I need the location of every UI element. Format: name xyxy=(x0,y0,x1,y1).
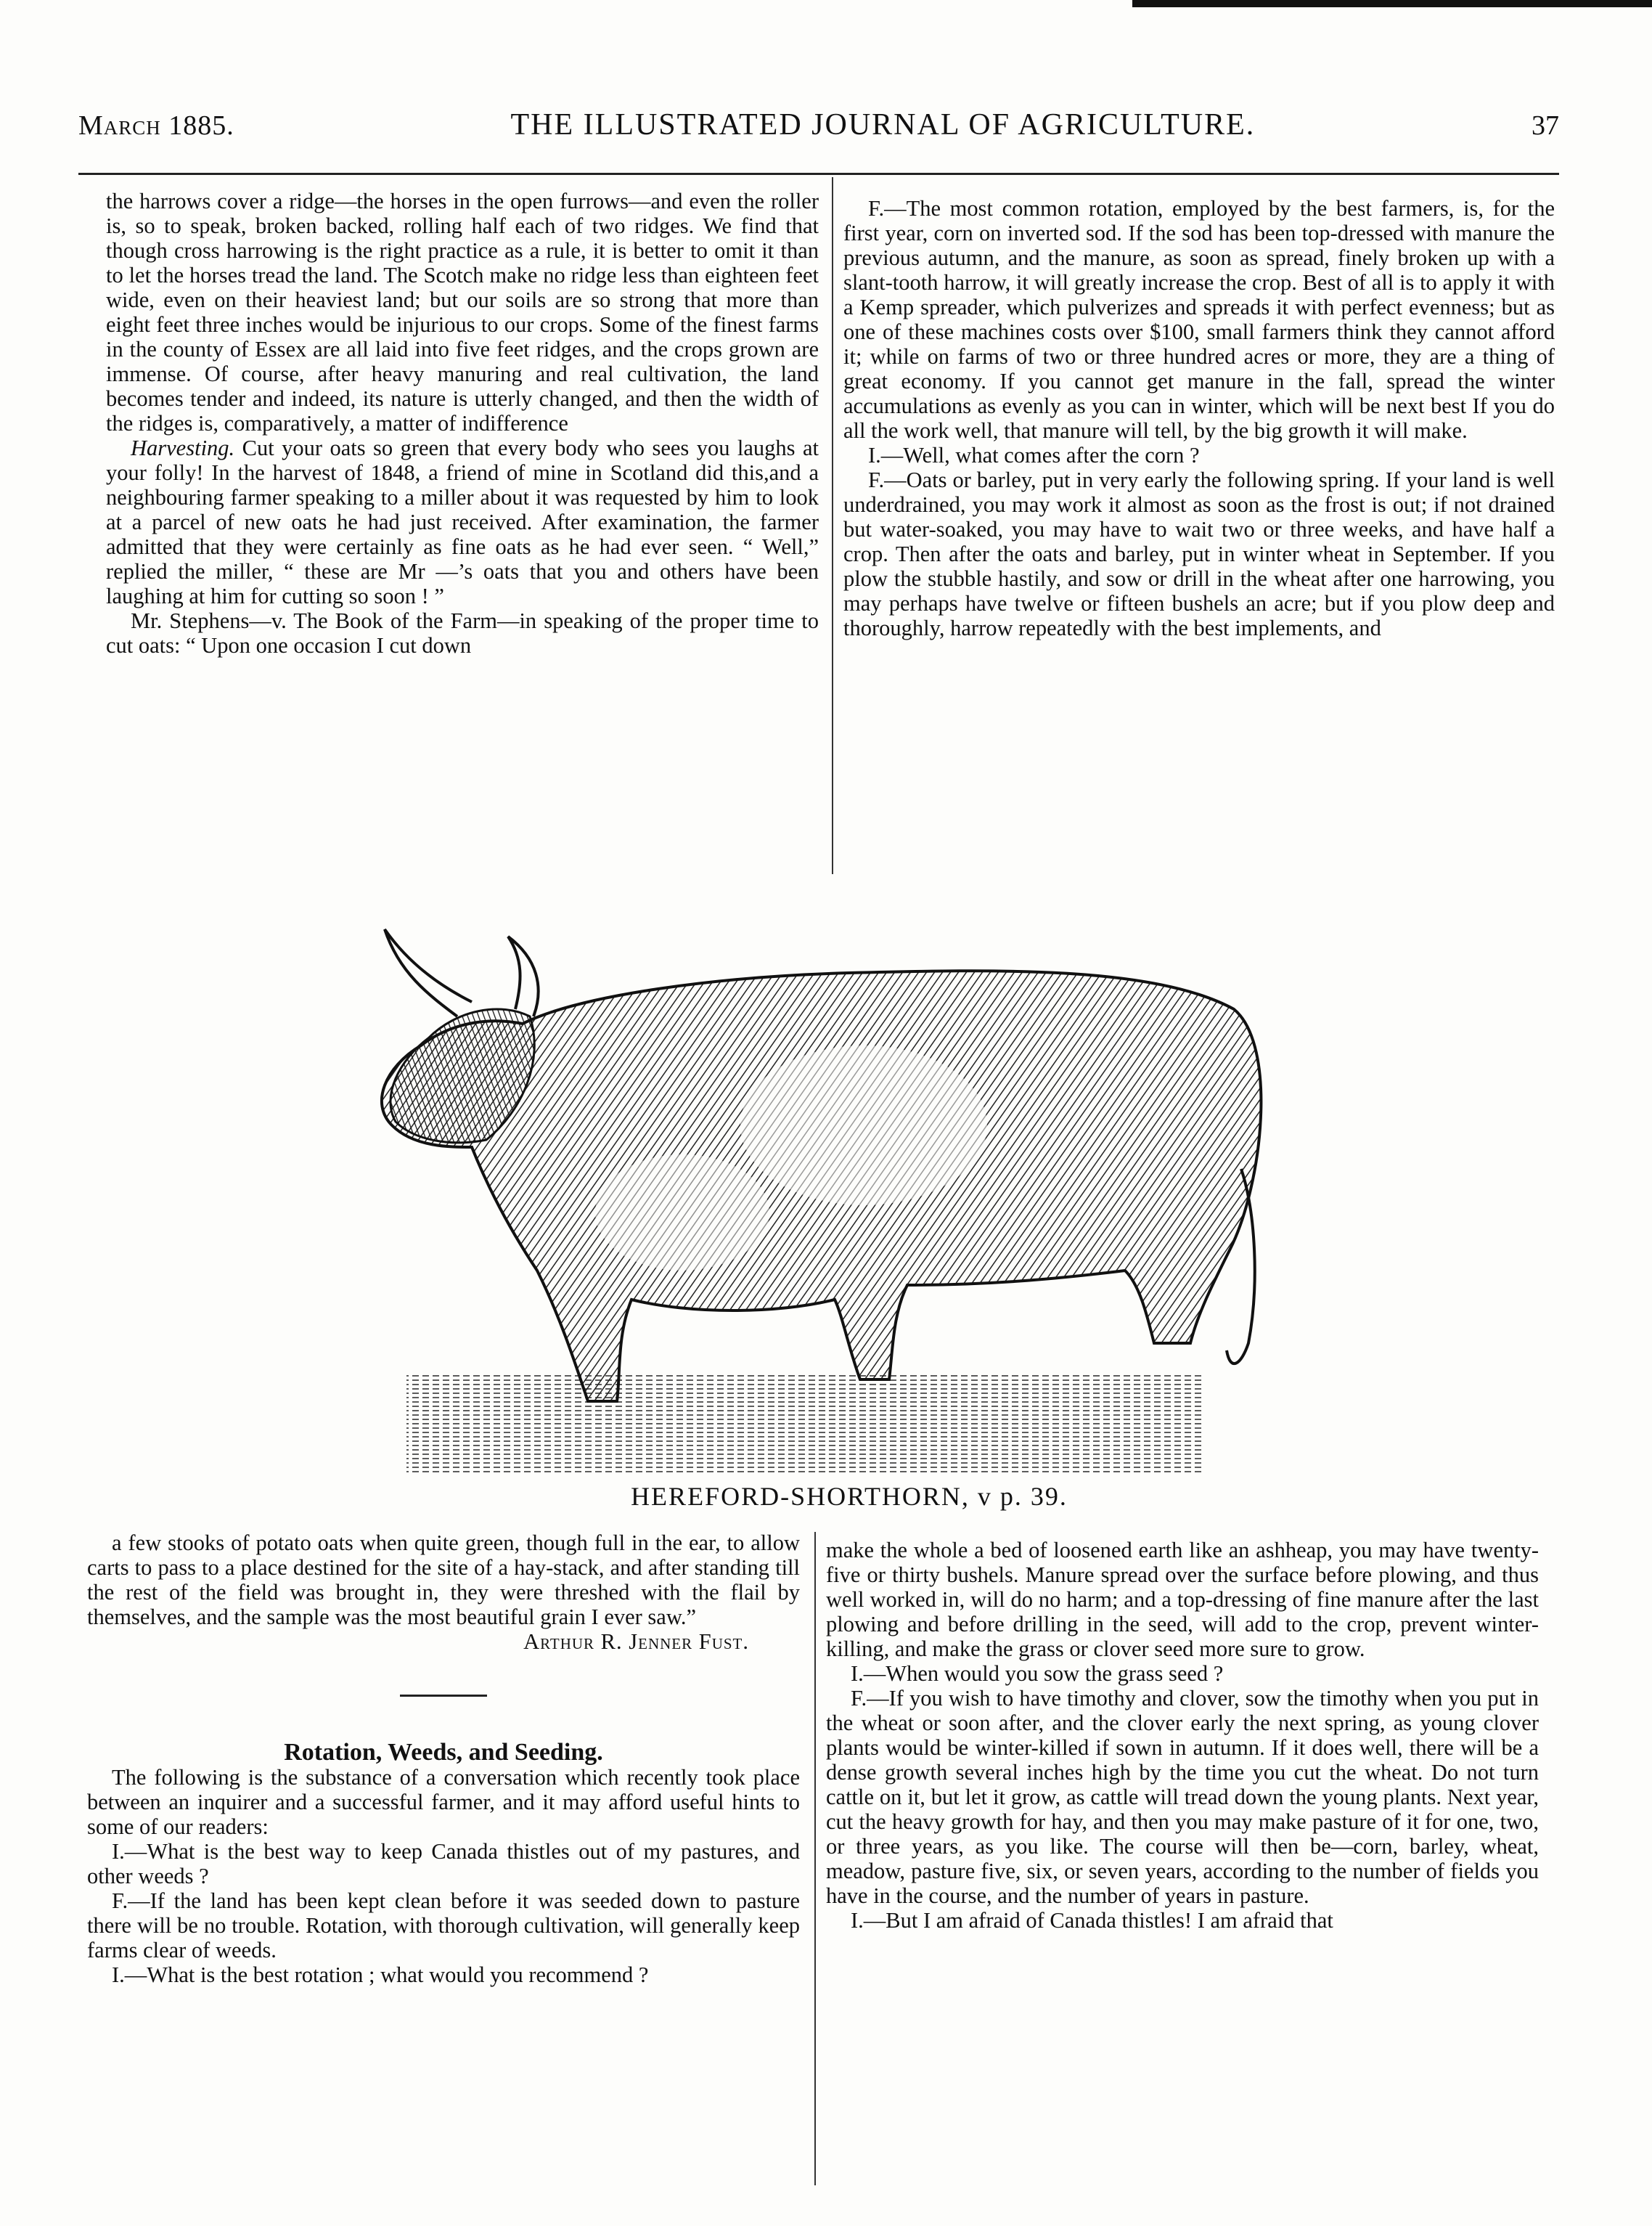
author-signature: Arthur R. Jenner Fust. xyxy=(523,1629,749,1654)
paragraph: I.—What is the best rotation ; what would you recommend ? xyxy=(112,1962,649,1987)
header-rule xyxy=(78,173,1559,175)
paragraph: make the whole a bed of loosened earth like an ashheap, you may have twenty-five or thirty bushels. Manure spread over the surface before plowing, and thus well worked in, will do no harm; and a top-dressing of fine manure after the last plowing and before drilling in the seed, will add to the crop, prevent winter-killing, and make the grass or clover seed more sure to grow. xyxy=(826,1538,1539,1661)
paragraph: a few stooks of potato oats when quite green, though full in the ear, to allow carts to pass to a place destined for the site of a hay-stack, and after standing till the rest of the field was brought in, they were threshed with the flail by themselves, and the sample was the most beautiful grain I ever saw.” xyxy=(87,1530,800,1629)
paragraph: F.—Oats or barley, put in very early the following spring. If your land is well underdrained, you may work it almost as soon as the frost is out; if not drained but water-soaked, you may have to wait two or three weeks, and have half a crop. Then after the oats and barley, put in winter wheat in September. If you plow the stubble hastily, and sow or drill in the wheat after one harrowing, you may perhaps have twelve or fifteen bushels an acre; but if you plow deep and thoroughly, harrow repeatedly with the best implements, and xyxy=(843,468,1555,640)
paragraph: Mr. Stephens—v. The Book of the Farm—in speaking of the proper time to cut oats: “ Upon one occasion I cut down xyxy=(106,608,819,658)
running-header xyxy=(78,107,1559,151)
journal-title: THE ILLUSTRATED JOURNAL OF AGRICULTURE. xyxy=(510,108,1256,142)
paragraph: F.—The most common rotation, employed by the best farmers, is, for the first year, corn on inverted sod. If the sod has been top-dressed with manure the previous autumn, and the manure, as soon as spread, finely broken up with a slant-tooth harrow, it will greatly increase the crop. Best of all is to apply it with a Kemp spreader, which pulverizes and spreads it with perfect evenness; but as one of these machines costs over $100, small farmers think they cannot afford it; while on farms of two or three hundred acres or more, they are a thing of great economy. If you cannot get manure in the fall, spread the winter accumulations as evenly as you can in winter, which will be next best If you do all the work well, that manure will tell, by the big growth it will make. xyxy=(843,196,1555,443)
left-horn xyxy=(385,929,472,1016)
section-divider xyxy=(400,1695,487,1697)
paragraph: I.—But I am afraid of Canada thistles! I am afraid that xyxy=(851,1908,1333,1933)
page-number: 37 xyxy=(1531,110,1559,141)
paragraph: F.—If the land has been kept clean before it was seeded down to pasture there will be no trouble. Rotation, with thorough cultivation, will generally keep farms clear of weeds. xyxy=(87,1888,800,1962)
right-horn xyxy=(508,937,539,1016)
figure-caption: HEREFORD-SHORTHORN, v p. 39. xyxy=(631,1482,1068,1511)
column-divider-bottom xyxy=(814,1532,816,2185)
paragraph: I.—Well, what comes after the corn ? xyxy=(868,443,1200,468)
harvesting-heading: Harvesting. xyxy=(131,436,235,460)
left-column-bottom xyxy=(87,1530,800,1987)
paragraph: the harrows cover a ridge—the horses in the open furrows—and even the roller is, so to speak, broken backed, rolling half each of two ridges. We find that though cross harrowing is the right practice as a rule, it is better to omit it than to let the horses tread the land. The Scotch make no ridge less than eighteen feet wide, even on their heaviest land; but our soils are so strong that more than eight feet three inches would be injurious to our crops. Some of the finest farms in the county of Essex are all laid into five feet ridges, and the crops grown are immense. Of course, after heavy manuring and real cultivation, the land becomes tender and indeed, its nature is utterly changed, and then the width of the ridges is, comparatively, a matter of indifference xyxy=(106,189,819,436)
paragraph: F.—If you wish to have timothy and clover, sow the timothy when you put in the wheat or soon after, and the clover early the next spring, as young clover plants would be winter-killed if sown in autumn. If it does well, there will be a dense growth several inches high by the time you cut the wheat. Do not turn cattle on it, but let it grow, as cattle will tread down the young plants. Next year, cut the heavy growth for hay, and then you may make pasture of it for one, two, or three years, as you like. The course will then be—corn, barley, wheat, meadow, pasture five, six, or seven years, according to the number of fields you have in the course, and the number of years in pasture. xyxy=(826,1686,1539,1908)
body-highlight xyxy=(740,1045,987,1205)
issue-date: March 1885. xyxy=(78,110,234,141)
right-column-top xyxy=(843,196,1555,640)
section-title: Rotation, Weeds, and Seeding. xyxy=(284,1739,603,1766)
column-divider-top xyxy=(832,177,833,874)
ground-hatching xyxy=(406,1372,1205,1474)
shoulder-highlight xyxy=(595,1154,769,1271)
paragraph xyxy=(106,436,819,608)
paragraph: I.—What is the best way to keep Canada thistles out of my pastures, and other weeds ? xyxy=(87,1839,800,1888)
hereford-shorthorn-engraving xyxy=(341,908,1277,1481)
paragraph: The following is the substance of a conversation which recently took place between an inquirer and a successful farmer, and it may afford useful hints to some of our readers: xyxy=(87,1765,800,1839)
right-column-bottom xyxy=(826,1538,1539,1933)
left-column-top xyxy=(106,189,819,658)
top-edge-bar xyxy=(1132,0,1652,7)
paragraph: I.—When would you sow the grass seed ? xyxy=(851,1661,1224,1686)
harvesting-text: Cut your oats so green that every body who sees you laughs at your folly! In the harvest of 1848, a friend of mine in Scotland did this,and a neighbouring farmer speaking to a miller about it was requested by him to look at a parcel of new oats he had just received. After examination, the farmer admitted that they were certainly as fine oats as he had ever seen. “ Well,” replied the miller, “ these are Mr —’s oats that you and others have been laughing at him for cutting so soon ! ” xyxy=(106,436,819,608)
